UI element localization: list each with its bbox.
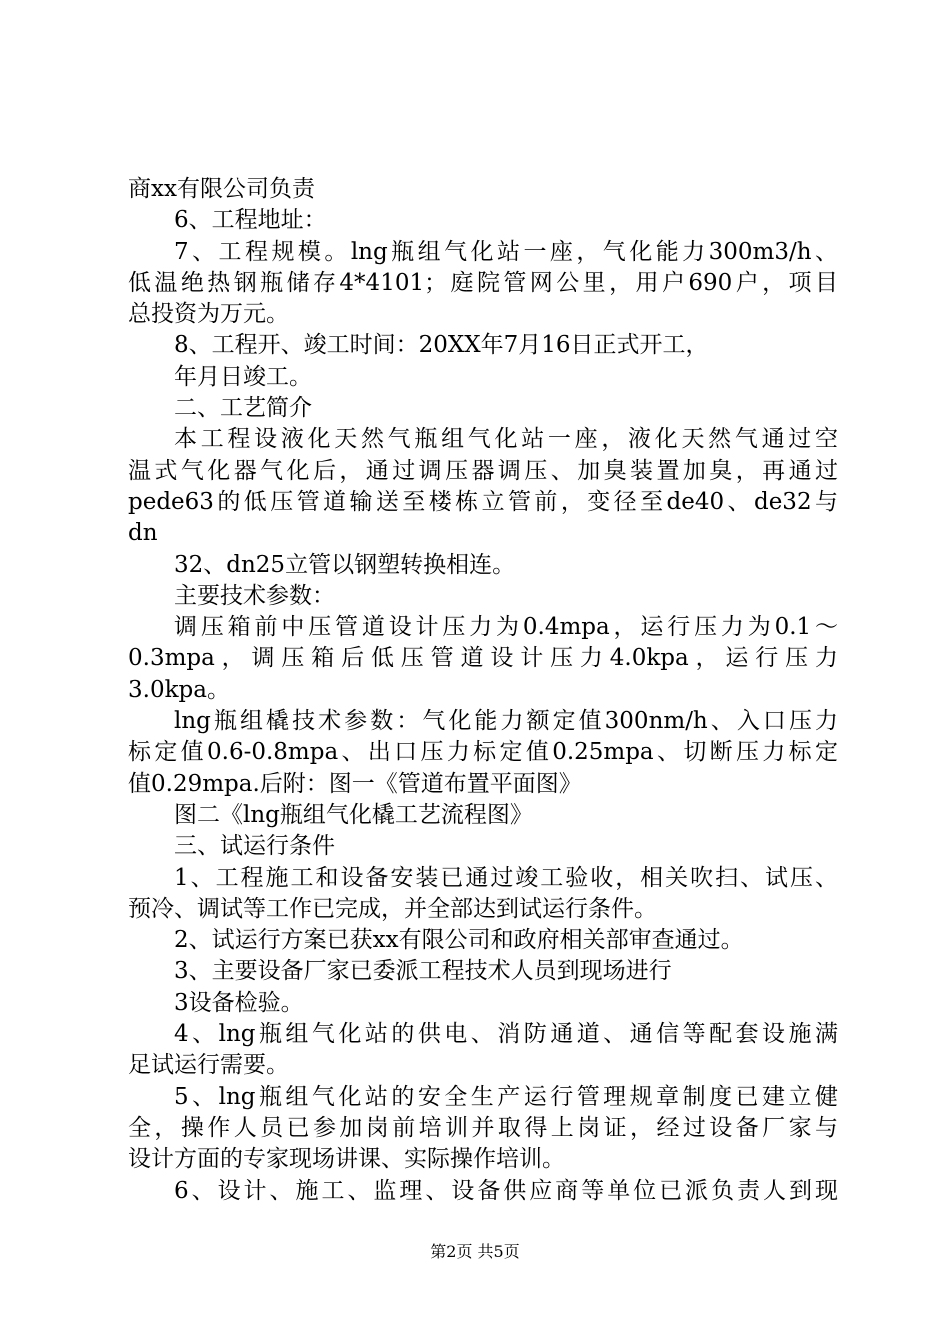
text-line: 0.3mpa，调压箱后低压管道设计压力4.0kpa，运行压力 xyxy=(128,645,838,672)
text-line: lng瓶组橇技术参数：气化能力额定值300nm/h、入口压力 xyxy=(174,708,838,735)
text-line: 2、试运行方案已获xx有限公司和政府相关部审查通过。 xyxy=(174,927,744,954)
text-line: 温式气化器气化后，通过调压器调压、加臭装置加臭，再通过 xyxy=(128,457,838,484)
text-line: 5、lng瓶组气化站的安全生产运行管理规章制度已建立健 xyxy=(174,1083,838,1110)
text-line: 3.0kpa。 xyxy=(128,676,230,703)
text-line: 3设备检验。 xyxy=(174,989,304,1016)
text-line: 32、dn25立管以钢塑转换相连。 xyxy=(174,551,516,578)
text-line: 1、工程施工和设备安装已通过竣工验收，相关吹扫、试压、 xyxy=(174,864,838,891)
text-line: 全，操作人员已参加岗前培训并取得上岗证，经过设备厂家与 xyxy=(128,1114,838,1141)
text-line: 预冷、调试等工作已完成，并全部达到试运行条件。 xyxy=(128,895,657,922)
text-line: pede63的低压管道输送至楼栋立管前，变径至de40、de32与 xyxy=(128,488,838,515)
text-line: 足试运行需要。 xyxy=(128,1052,289,1079)
text-line: 调压箱前中压管道设计压力为0.4mpa，运行压力为0.1～ xyxy=(174,614,838,641)
text-line: 三、试运行条件 xyxy=(174,833,335,860)
text-line: 4、lng瓶组气化站的供电、消防通道、通信等配套设施满 xyxy=(174,1021,838,1048)
text-line: 值0.29mpa.后附：图一《管道布置平面图》 xyxy=(128,770,582,797)
text-line: 标定值0.6-0.8mpa、出口压力标定值0.25mpa、切断压力标定 xyxy=(128,739,838,766)
text-line: 主要技术参数： xyxy=(174,582,335,609)
text-line: 6、设计、施工、监理、设备供应商等单位已派负责人到现 xyxy=(174,1177,838,1204)
document-body xyxy=(128,174,838,1207)
text-line: dn xyxy=(128,520,158,547)
text-line: 图二《lng瓶组气化橇工艺流程图》 xyxy=(174,801,533,828)
text-line: 8、工程开、竣工时间：20XX年7月16日正式开工， xyxy=(174,332,709,359)
text-line: 3、主要设备厂家已委派工程技术人员到现场进行 xyxy=(174,958,672,985)
text-line: 二、工艺简介 xyxy=(174,395,312,422)
text-line: 6、工程地址： xyxy=(174,207,327,234)
page-footer: 第2页 共5页 xyxy=(430,1242,520,1261)
text-line: 7、工程规模。lng瓶组气化站一座，气化能力300m3/h、 xyxy=(174,238,838,265)
text-line: 本工程设液化天然气瓶组气化站一座，液化天然气通过空 xyxy=(174,426,838,453)
text-line: 总投资为万元。 xyxy=(128,301,289,328)
text-line: 年月日竣工。 xyxy=(174,363,312,390)
text-line: 设计方面的专家现场讲课、实际操作培训。 xyxy=(128,1146,565,1173)
text-line: 商xx有限公司负责 xyxy=(128,176,315,202)
text-line: 低温绝热钢瓶储存4*4101；庭院管网公里，用户690户，项目 xyxy=(128,269,838,296)
